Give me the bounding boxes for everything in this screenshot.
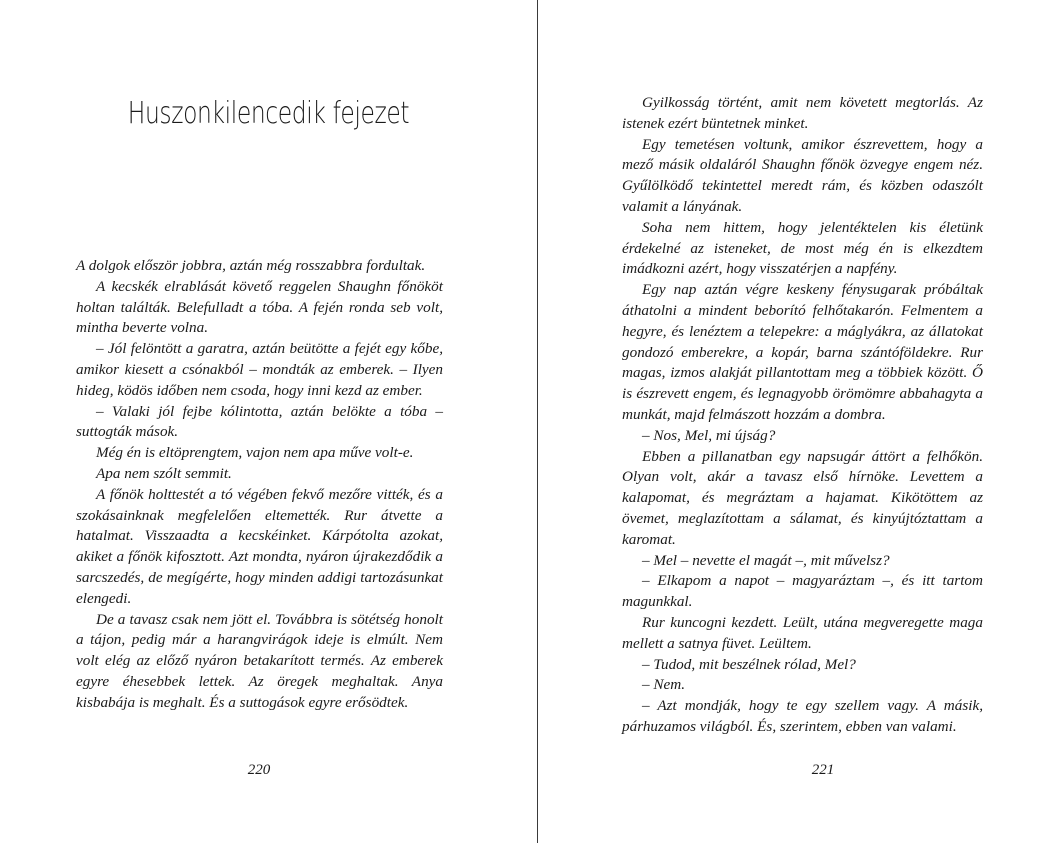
paragraph: – Nos, Mel, mi újság? xyxy=(642,426,776,444)
paragraph: – Azt mondják, hogy te egy szellem vagy. A másik, párhuzamos világból. És, szerintem, ebben van valami. xyxy=(622,697,983,735)
paragraph: Gyilkosság történt, amit nem követett megtorlás. Az istenek ezért büntetnek minket. xyxy=(622,94,983,132)
paragraph: Ebben a pillanatban egy napsugár áttört a felhőkön. Olyan volt, akár a tavasz első hírnöke. Levettem a kalapomat, és megráztam a hajamat. Kikötöttem az övemet, meglazítottam a sálamat, és kinyújtóztattam a karomat. xyxy=(622,447,983,548)
paragraph: – Jól felöntött a garatra, aztán beütötte a fejét egy kőbe, amikor kiesett a csónakból – mondták az emberek. – Ilyen hideg, ködös időben nem csoda, hogy inni kezd az ember. xyxy=(76,340,443,399)
paragraph: Rur kuncogni kezdett. Leült, utána megveregette maga mellett a satnya füvet. Leültem. xyxy=(622,613,983,652)
paragraph: Egy nap aztán végre keskeny fénysugarak próbáltak áthatolni a mindent beborító felhőtakarón. Felmentem a hegyre, és lenéztem a telepekre: a máglyákra, az állatokat gondozó emberekre, a kopár, barna szántóföldekre. Rur magas, izmos alakját pillantottam meg a többiek között. Ő is észrevett engem, és legnagyobb örömömre abbahagyta a munkát, majd felmászott hozzám a dombra. xyxy=(622,281,983,423)
page-number-left: 220 xyxy=(247,762,271,778)
paragraph: De a tavasz csak nem jött el. Továbbra is sötétség honolt a tájon, pedig már a harangvirágok ideje is elmúlt. Nem volt elég az előző nyáron betakarított termés. Az emberek egyre éhesebbek lettek. Az öregek meghaltak. Anya kisbabája is meghalt. És a suttogások egyre erősödtek. xyxy=(76,610,443,711)
paragraph: – Nem. xyxy=(642,676,686,694)
paragraph: – Mel – nevette el magát –, mit művelsz? xyxy=(642,551,890,569)
paragraph: Még én is eltöprengtem, vajon nem apa műve volt-e. xyxy=(96,444,414,462)
chapter-title: Huszonkilencedik fejezet xyxy=(127,96,410,131)
paragraph: A dolgok először jobbra, aztán még rosszabbra fordultak. xyxy=(76,257,426,274)
paragraph: – Valaki jól fejbe kólintotta, aztán belökte a tóba – suttogták mások. xyxy=(76,402,443,441)
paragraph: Egy temetésen voltunk, amikor észrevettem, hogy a mező másik oldaláról Shaughn főnök özvegye engem néz. Gyűlölködő tekintettel meredt rám, és közben odaszólt valamit a lányának. xyxy=(622,135,983,215)
right-page xyxy=(538,0,1063,843)
paragraph: – Tudod, mit beszélnek rólad, Mel? xyxy=(642,655,856,673)
paragraph: – Elkapom a napot – magyaráztam –, és itt tartom magunkkal. xyxy=(622,572,983,611)
paragraph: A főnök holttestét a tó végében fekvő mezőre vitték, és a szokásainknak megfelelően eltemették. Rur átvette a hatalmat. Visszaadta a kecskéinket. Kárpótolta azokat, akiket a főnök kifosztott. Azt mondta, nyáron újrakezdődik a sarcszedés, de megígérte, hogy minden addigi tartozásunkat elengedi. xyxy=(76,485,443,607)
right-page-text xyxy=(622,93,983,738)
left-page-text xyxy=(76,256,443,714)
page-number-right: 221 xyxy=(811,762,835,778)
paragraph: Apa nem szólt semmit. xyxy=(96,464,232,482)
paragraph: A kecskék elrablását követő reggelen Shaughn főnököt holtan találták. Belefulladt a tóba. A fején ronda seb volt, mintha beverte volna. xyxy=(76,277,443,337)
paragraph: Soha nem hittem, hogy jelentéktelen kis életünk érdekelné az isteneket, de most még én is elkezdtem imádkozni azért, hogy visszatérjen a napfény. xyxy=(622,218,983,278)
